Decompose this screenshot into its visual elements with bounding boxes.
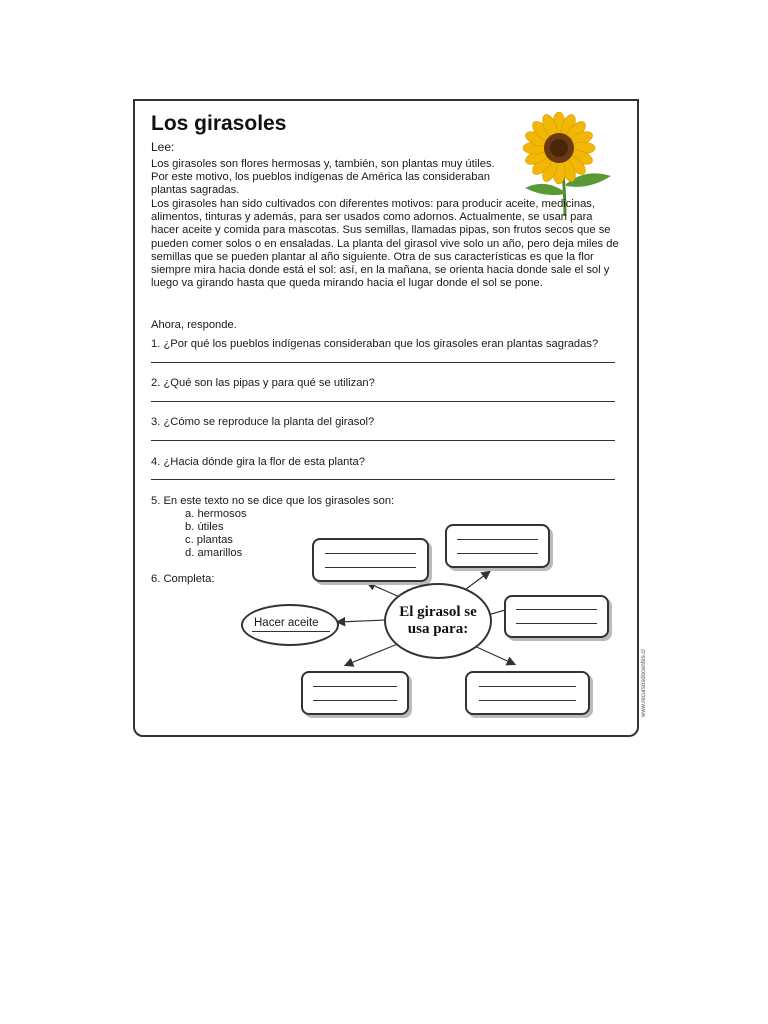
example-answer-underline	[252, 631, 330, 632]
respond-prompt: Ahora, responde.	[151, 319, 237, 331]
option-c[interactable]: c. plantas	[185, 534, 233, 546]
center-line-2: usa para:	[407, 621, 469, 637]
worksheet-title: Los girasoles	[151, 112, 287, 135]
question-2: 2. ¿Qué son las pipas y para qué se utilizan?	[151, 377, 375, 389]
complete-label: 6. Completa:	[151, 573, 215, 585]
question-1: 1. ¿Por qué los pueblos indígenas consideraban que los girasoles eran plantas sagradas?	[151, 338, 599, 350]
answer-box-bottom-left[interactable]	[301, 671, 409, 715]
question-5: 5. En este texto no se dice que los girasoles son:	[151, 495, 395, 507]
answer-box-bottom-right[interactable]	[465, 671, 590, 715]
answer-box-top-left[interactable]	[312, 538, 429, 582]
option-d[interactable]: d. amarillos	[185, 547, 243, 559]
question-3: 3. ¿Cómo se reproduce la planta del girasol?	[151, 416, 375, 428]
diagram-center	[384, 583, 492, 659]
option-a[interactable]: a. hermosos	[185, 508, 247, 520]
read-instruction: Lee:	[151, 140, 175, 154]
answer-box-right[interactable]	[504, 595, 609, 638]
example-answer-text: Hacer aceite	[254, 617, 319, 629]
center-line-1: El girasol se	[399, 604, 477, 620]
source-watermark: www.recursosdocentes.cl	[641, 649, 647, 717]
paragraph-intro: Los girasoles son flores hermosas y, también, son plantas muy útiles. Por este motivo, los pueblos indígenas de América las consideraban plantas sagradas.	[151, 158, 495, 197]
paragraph-main: Los girasoles han sido cultivados con diferentes motivos: para producir aceite, medicinas, alimentos, tinturas y además, para ser usados como adornos. Actualmente, se usan para hacer aceite y comida para mascotas. Sus semillas, llamadas pipas, son frutos secos que se pueden comer solos o en ensaladas. La planta del girasol vive solo un año, pero deja miles de semillas que se pueden plantar al año siguiente. Otra de sus características es que la flor siempre mira hacia donde está el sol: así, en la mañana, se orienta hacia donde sale el sol y luego va girando hasta que queda mirando hacia el lugar donde el sol se pone.	[151, 198, 619, 290]
question-4: 4. ¿Hacia dónde gira la flor de esta planta?	[151, 456, 365, 468]
option-b[interactable]: b. útiles	[185, 521, 224, 533]
answer-box-top-right[interactable]	[445, 524, 550, 568]
